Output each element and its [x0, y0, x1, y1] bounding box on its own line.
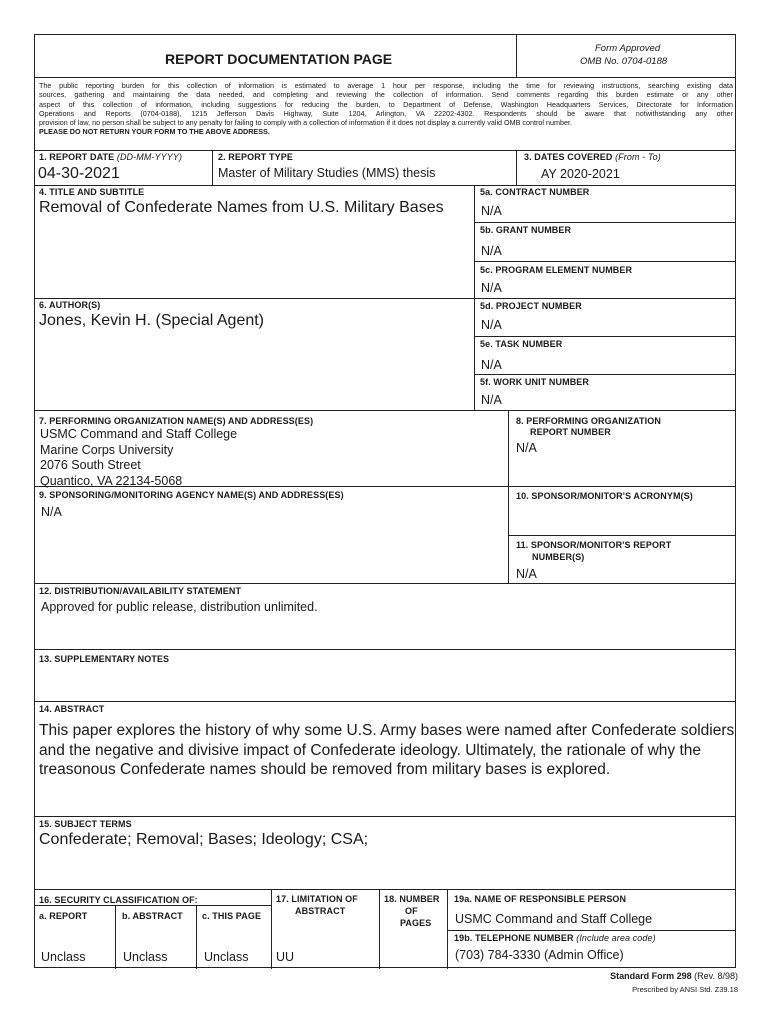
- responsible-person-label: 19a. NAME OF RESPONSIBLE PERSON: [454, 894, 627, 904]
- distribution-field[interactable]: Approved for public release, distribution unlimited.: [41, 600, 318, 614]
- responsible-person-field[interactable]: USMC Command and Staff College: [455, 912, 653, 926]
- authors-field[interactable]: Jones, Kevin H. (Special Agent): [39, 312, 265, 329]
- address-line: 2076 South Street: [40, 458, 141, 472]
- work-unit-field[interactable]: N/A: [481, 393, 502, 407]
- address-line: Quantico, VA 22134-5068: [40, 473, 183, 488]
- report-date-field[interactable]: 04-30-2021: [38, 165, 120, 182]
- security-classification-label: 16. SECURITY CLASSIFICATION OF:: [39, 895, 198, 905]
- abstract-field[interactable]: [39, 721, 734, 780]
- rule: [35, 905, 271, 906]
- telephone-field[interactable]: (703) 784-3330 (Admin Office): [455, 948, 624, 962]
- performing-org-address[interactable]: [40, 427, 237, 489]
- rule: [474, 222, 735, 223]
- sponsor-acronym-label: 10. SPONSOR/MONITOR'S ACRONYM(S): [516, 491, 693, 501]
- rule: [35, 701, 735, 702]
- rule: [35, 583, 735, 584]
- rule: [474, 374, 735, 375]
- task-number-label: 5e. TASK NUMBER: [480, 339, 563, 349]
- sponsor-report-label: 11. SPONSOR/MONITOR'S REPORT: [516, 540, 672, 550]
- number-of-pages-label: 18. NUMBER: [384, 894, 440, 904]
- rule: [35, 410, 735, 411]
- project-number-field[interactable]: N/A: [481, 318, 502, 332]
- supplementary-notes-label: 13. SUPPLEMENTARY NOTES: [39, 654, 170, 664]
- rule: [35, 150, 735, 151]
- report-class-label: a. REPORT: [39, 911, 88, 921]
- program-element-label: 5c. PROGRAM ELEMENT NUMBER: [480, 265, 633, 275]
- authors-label: 6. AUTHOR(S): [39, 300, 101, 310]
- address-line: Marine Corps University: [40, 442, 174, 457]
- rule: [35, 649, 735, 650]
- limitation-field[interactable]: UU: [276, 950, 295, 964]
- rule: [271, 889, 272, 969]
- abstract-label: 14. ABSTRACT: [39, 704, 105, 714]
- dates-covered-field[interactable]: AY 2020-2021: [541, 167, 620, 181]
- report-date-label: 1. REPORT DATE (DD-MM-YYYY): [39, 152, 183, 162]
- rule: [447, 930, 735, 931]
- grant-number-label: 5b. GRANT NUMBER: [480, 225, 572, 235]
- title-label: 4. TITLE AND SUBTITLE: [39, 187, 145, 197]
- sponsor-report-field[interactable]: N/A: [516, 567, 537, 581]
- rule: [508, 410, 509, 583]
- limitation-label: 17. LIMITATION OF: [276, 894, 358, 904]
- report-type-label: 2. REPORT TYPE: [218, 152, 293, 162]
- rule: [474, 261, 735, 262]
- report-type-field[interactable]: Master of Military Studies (MMS) thesis: [218, 166, 436, 180]
- report-documentation-form: [34, 34, 736, 968]
- burden-line: provision of law, no person shall be subject to any penalty for failing to comply with a collection of information if it does not display a currently valid OMB control number.: [39, 118, 572, 128]
- abstract-line: treasonous Confederate names should be removed from military bases is explored.: [39, 761, 611, 778]
- form-approved-text: Form Approved: [595, 43, 661, 54]
- rule: [447, 889, 448, 969]
- sponsoring-agency-field[interactable]: N/A: [41, 505, 62, 519]
- contract-number-field[interactable]: N/A: [481, 204, 502, 218]
- program-element-field[interactable]: N/A: [481, 281, 502, 295]
- performing-org-report-label: 8. PERFORMING ORGANIZATION: [516, 416, 661, 426]
- rule: [35, 889, 735, 890]
- burden-line: The public reporting burden for this collection of information is estimated to average 1 hour per response, including the time for reviewing instructions, searching existing data: [39, 81, 733, 90]
- rule: [516, 150, 517, 185]
- burden-line: Operations and Reports (0704-0188), 1215 Jefferson Davis Highway, Suite 1204, Arlington, VA 22202-4302. Respondents should be aware that notwithstanding any other: [39, 108, 733, 118]
- title-field[interactable]: Removal of Confederate Names from U.S. Military Bases: [39, 199, 444, 216]
- sponsor-report-label-2: NUMBER(S): [532, 552, 585, 562]
- performing-org-report-field[interactable]: N/A: [516, 441, 537, 455]
- rule: [35, 185, 735, 186]
- performing-org-report-label-2: REPORT NUMBER: [530, 427, 611, 437]
- rule: [212, 150, 213, 185]
- abstract-line: and the negative and divisive impact of Confederate ideology. Ultimately, the rationale of why the: [39, 741, 702, 759]
- dates-covered-label: 3. DATES COVERED (From - To): [524, 152, 661, 162]
- rule: [508, 535, 735, 536]
- rule: [35, 816, 735, 817]
- standard-form-number: Standard Form 298 (Rev. 8/98): [610, 971, 738, 981]
- burden-line: aspect of this collection of information, including suggestions for reducing the burden, to Department of Defense, Washington Headquarters Services, Directorate for Information: [39, 99, 733, 109]
- rule: [196, 905, 197, 969]
- prescribed-by: Prescribed by ANSI Std. Z39.18: [632, 985, 738, 994]
- grant-number-field[interactable]: N/A: [481, 244, 502, 258]
- header-divider: [516, 35, 517, 77]
- abstract-line: This paper explores the history of why some U.S. Army bases were named after Confederate soldiers: [39, 722, 735, 739]
- rule: [35, 298, 735, 299]
- rule: [474, 336, 735, 337]
- rule: [115, 905, 116, 969]
- omb-number: OMB No. 0704-0188: [580, 56, 668, 67]
- page-title: REPORT DOCUMENTATION PAGE: [165, 51, 393, 67]
- address-line: USMC Command and Staff College: [40, 427, 238, 441]
- rule: [35, 77, 735, 78]
- sponsoring-agency-label: 9. SPONSORING/MONITORING AGENCY NAME(S) AND ADDRESS(ES): [39, 490, 344, 500]
- subject-terms-label: 15. SUBJECT TERMS: [39, 819, 132, 829]
- distribution-label: 12. DISTRIBUTION/AVAILABILITY STATEMENT: [39, 586, 242, 596]
- performing-org-label: 7. PERFORMING ORGANIZATION NAME(S) AND ADDRESS(ES): [39, 416, 314, 426]
- work-unit-label: 5f. WORK UNIT NUMBER: [480, 377, 589, 387]
- this-page-class-label: c. THIS PAGE: [202, 911, 262, 921]
- this-page-class-field[interactable]: Unclass: [204, 950, 249, 964]
- contract-number-label: 5a. CONTRACT NUMBER: [480, 187, 590, 197]
- burden-notice: PLEASE DO NOT RETURN YOUR FORM TO THE ABOVE ADDRESS.: [39, 127, 270, 137]
- burden-line: sources, gathering and maintaining the data needed, and completing and reviewing the collection of information. Send comments regarding this burden estimate or any other: [39, 90, 733, 100]
- rule: [379, 889, 380, 969]
- task-number-field[interactable]: N/A: [481, 358, 502, 372]
- project-number-label: 5d. PROJECT NUMBER: [480, 301, 582, 311]
- telephone-label: 19b. TELEPHONE NUMBER (Include area code): [454, 933, 656, 943]
- abstract-class-label: b. ABSTRACT: [122, 911, 183, 921]
- report-class-field[interactable]: Unclass: [41, 950, 86, 964]
- number-of-pages-label-2: OF: [405, 906, 418, 916]
- burden-statement: [39, 81, 733, 137]
- number-of-pages-label-3: PAGES: [400, 918, 432, 928]
- subject-terms-field[interactable]: Confederate; Removal; Bases; Ideology; CSA;: [39, 831, 369, 848]
- abstract-class-field[interactable]: Unclass: [123, 950, 168, 964]
- limitation-label-2: ABSTRACT: [295, 906, 346, 916]
